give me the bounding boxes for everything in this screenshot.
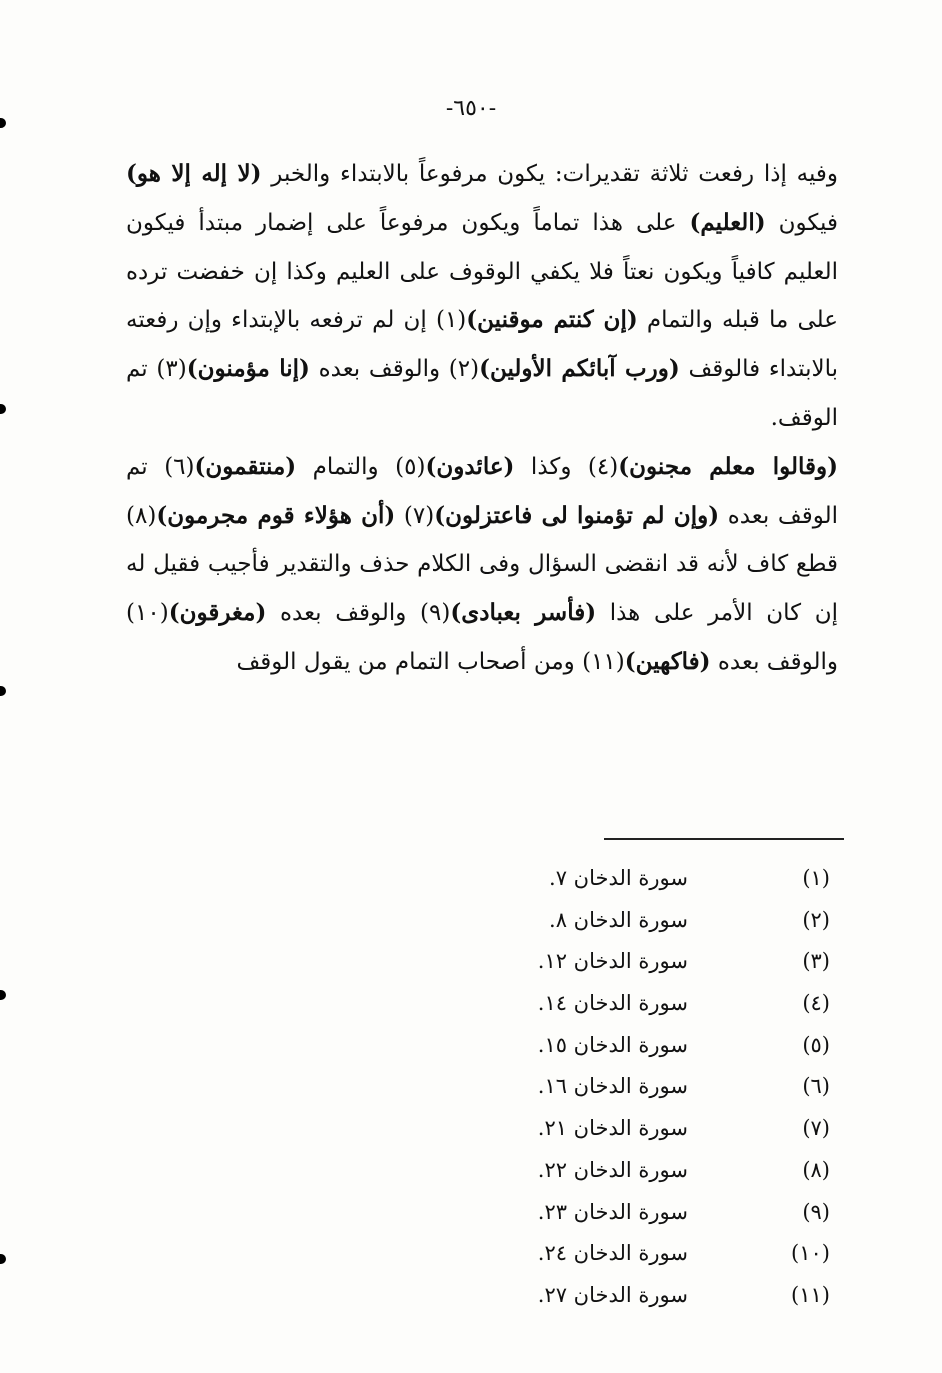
footnote-number: (١٠) [791,1241,830,1266]
quoted-verse: (إنا مؤمنون) [186,355,310,383]
footnote-text: سورة الدخان ٢٧. [537,1282,688,1307]
footnote-number: (٩) [802,1199,830,1224]
binding-hole-mark [0,404,6,414]
binding-hole-mark [0,1254,6,1264]
paragraph: (وقالوا معلم مجنون)(٤) وكذا (عائدون)(٥) والتمام (منتقمون)(٦) تم الوقف بعده (وإن لم تؤمنوا لى فاعتزلون)(٧) (أن هؤلاء قوم مجرمون)(٨) قطع كاف لأنه قد انقضى السؤال وفى الكلام حذف والتقدير فأجيب فقيل له إن كان الأمر على هذا (فأسر بعبادى)(٩) والوقف بعده (مغرقون)(١٠) والوقف بعده (فاكهين)(١١) ومن أصحاب التمام من يقول الوقف [126,452,839,675]
footnote-item [480,1108,830,1150]
footnote-text: سورة الدخان ١٦. [537,1074,688,1099]
quoted-verse: (العليم) [689,208,766,236]
footnote-item [480,1150,830,1192]
quoted-verse: (ورب آبائكم الأولين) [479,355,680,383]
footnote-text: سورة الدخان ١٢. [537,949,688,974]
binding-hole-mark [0,990,6,1000]
quoted-verse: (منتقمون) [194,452,297,480]
footnote-text: سورة الدخان ٧. [549,866,688,890]
footnote-item [480,1275,830,1317]
footnote-number: (٣) [802,949,830,974]
footnote-text: سورة الدخان ١٥. [537,1032,688,1057]
quoted-verse: (أن هؤلاء قوم مجرمون) [156,501,396,529]
footnote-item [480,900,830,942]
page-number: -٦٥٠- [445,96,497,121]
quoted-verse: (عائدون) [425,452,515,480]
quoted-verse: (إن كنتم موقنين) [466,306,638,334]
quoted-verse: (مغرقون) [168,599,267,627]
paragraph: وفيه إذا رفعت ثلاثة تقديرات: يكون مرفوعاً بالابتداء والخبر (لا إله إلا هو) فيكون (العليم) على هذا تماماً ويكون مرفوعاً على إضمار مبتدأ فيكون العليم كافياً ويكون نعتاً فلا يكفي الوقوف على العليم وكذا إن خفضت ترده على ما قبله والتمام (إن كنتم موقنين)(١) إن لم ترفعه بالإبتداء وإن رفعته بالابتداء فالوقف (ورب آبائكم الأولين)(٢) والوقف بعده (إنا مؤمنون)(٣) تم الوقف. [126,160,839,431]
footnote-number: (٧) [802,1116,830,1141]
quoted-verse: (فأسر بعبادى) [450,599,597,627]
footnote-number: (٨) [802,1157,830,1182]
footnote-number: (٢) [802,907,830,932]
quoted-verse: (وقالوا معلم مجنون) [618,452,838,480]
footnote-text: سورة الدخان ١٤. [537,991,688,1016]
footnote-number: (١) [802,866,830,890]
footnote-text: سورة الدخان ٢٤. [537,1241,688,1266]
footnote-number: (٥) [802,1032,830,1057]
footnote-divider [604,838,844,840]
binding-hole-mark [0,118,6,128]
quoted-verse: (وإن لم تؤمنوا لى فاعتزلون) [434,501,720,529]
footnotes-list [480,858,830,1317]
footnote-item [480,1025,830,1067]
footnote-text: سورة الدخان ٢١. [537,1116,688,1141]
footnote-text: سورة الدخان ٢٣. [537,1199,688,1224]
footnote-number: (٦) [802,1074,830,1099]
main-text [126,150,838,687]
footnote-item [480,941,830,983]
quoted-verse: (فاكهين) [624,647,711,675]
footnote-number: (١١) [791,1282,830,1307]
footnote-text: سورة الدخان ٨. [549,907,688,932]
footnote-number: (٤) [802,991,830,1016]
footnote-item [480,1233,830,1275]
footnote-item [480,858,830,900]
footnote-item [480,1066,830,1108]
footnote-text: سورة الدخان ٢٢. [537,1157,688,1182]
footnote-item [480,1192,830,1234]
footnote-item [480,983,830,1025]
quoted-verse: (لا إله إلا هو) [126,160,262,187]
binding-hole-mark [0,686,6,696]
